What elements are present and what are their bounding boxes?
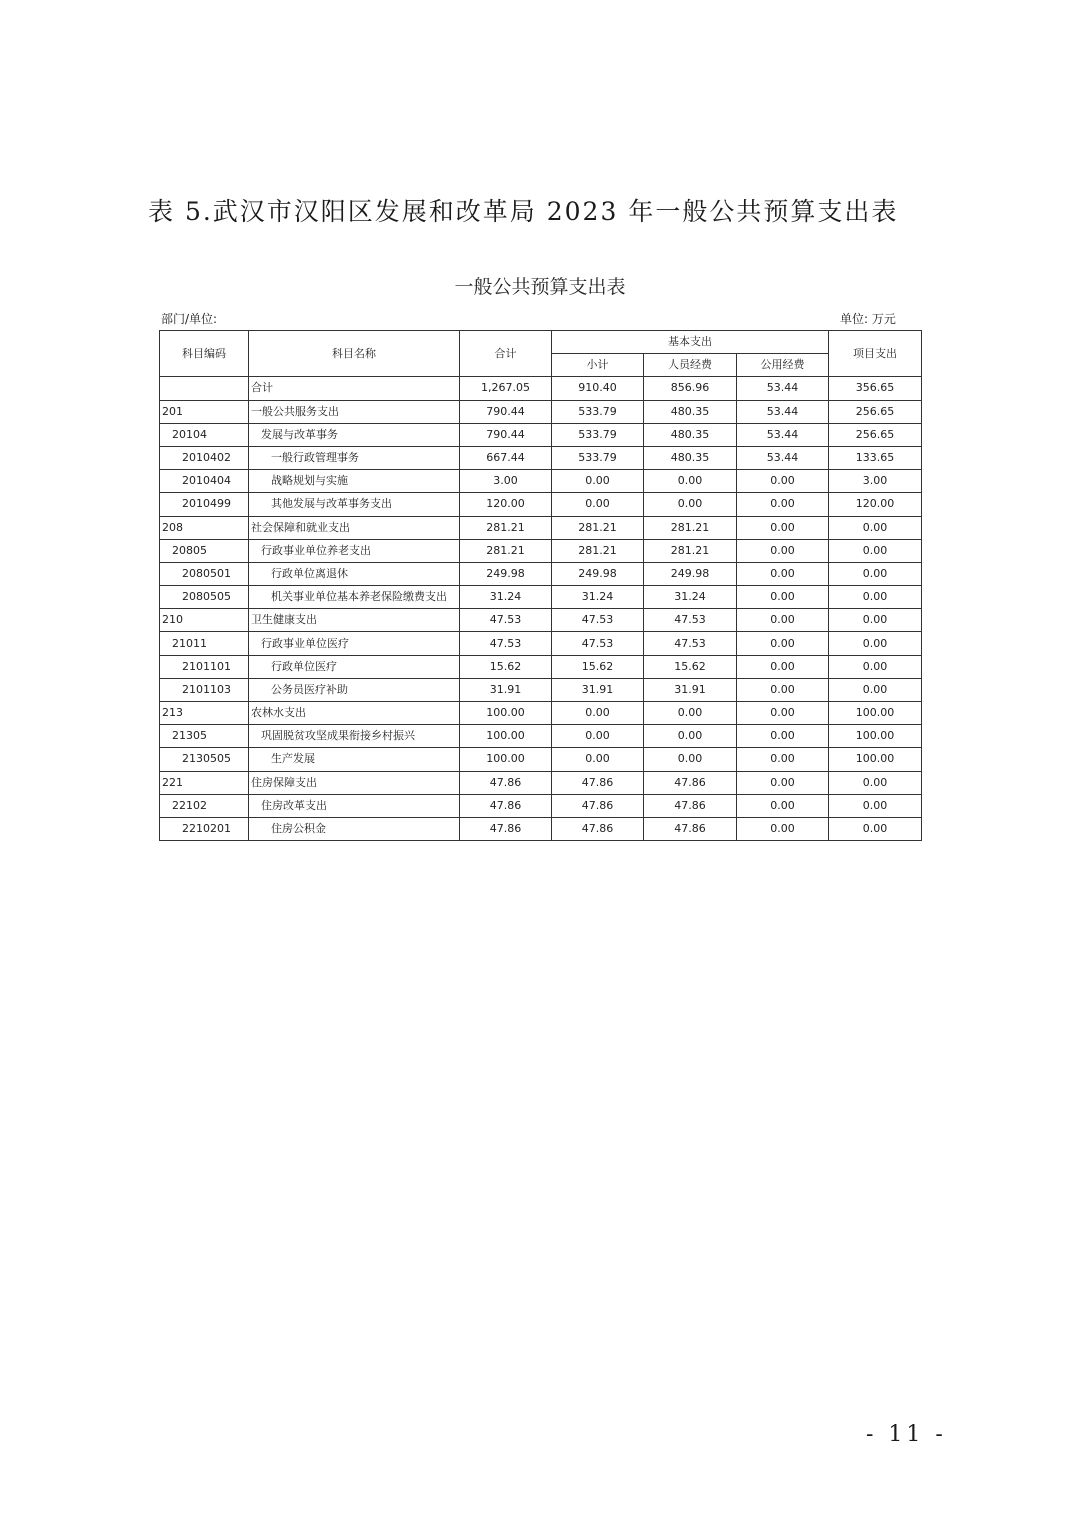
cell-name: 合计 — [249, 377, 460, 400]
cell-name: 行政事业单位医疗 — [249, 632, 460, 655]
cell-name: 一般公共服务支出 — [249, 400, 460, 423]
cell-project: 0.00 — [829, 678, 922, 701]
cell-code — [160, 377, 249, 400]
cell-code: 208 — [160, 516, 249, 539]
cell-public: 0.00 — [737, 794, 829, 817]
cell-project: 133.65 — [829, 446, 922, 469]
cell-subtotal: 0.00 — [552, 725, 644, 748]
cell-public: 0.00 — [737, 562, 829, 585]
cell-total: 1,267.05 — [460, 377, 552, 400]
cell-project: 0.00 — [829, 539, 922, 562]
cell-name: 住房公积金 — [249, 817, 460, 840]
cell-total: 790.44 — [460, 400, 552, 423]
cell-subtotal: 0.00 — [552, 493, 644, 516]
cell-name: 发展与改革事务 — [249, 423, 460, 446]
table-title: 一般公共预算支出表 — [454, 276, 626, 298]
cell-name: 巩固脱贫攻坚成果衔接乡村振兴 — [249, 725, 460, 748]
header-public: 公用经费 — [737, 354, 829, 377]
cell-subtotal: 533.79 — [552, 446, 644, 469]
cell-name: 卫生健康支出 — [249, 609, 460, 632]
cell-project: 256.65 — [829, 400, 922, 423]
cell-personnel: 15.62 — [644, 655, 737, 678]
cell-code: 21305 — [160, 725, 249, 748]
document-title: 表 5.武汉市汉阳区发展和改革局 2023 年一般公共预算支出表 — [148, 197, 899, 226]
cell-personnel: 47.86 — [644, 817, 737, 840]
cell-code: 20104 — [160, 423, 249, 446]
table-body — [160, 377, 922, 841]
cell-total: 281.21 — [460, 516, 552, 539]
cell-subtotal: 47.53 — [552, 609, 644, 632]
cell-personnel: 47.53 — [644, 609, 737, 632]
cell-project: 356.65 — [829, 377, 922, 400]
table-row — [160, 771, 922, 794]
cell-personnel: 249.98 — [644, 562, 737, 585]
cell-personnel: 0.00 — [644, 493, 737, 516]
cell-subtotal: 910.40 — [552, 377, 644, 400]
cell-subtotal: 0.00 — [552, 748, 644, 771]
cell-public: 0.00 — [737, 632, 829, 655]
cell-code: 2130505 — [160, 748, 249, 771]
header-subtotal: 小计 — [552, 354, 644, 377]
department-label: 部门/单位: — [161, 312, 218, 326]
cell-name: 住房保障支出 — [249, 771, 460, 794]
header-total: 合计 — [460, 331, 552, 377]
cell-total: 120.00 — [460, 493, 552, 516]
cell-public: 0.00 — [737, 817, 829, 840]
table-row — [160, 702, 922, 725]
cell-project: 0.00 — [829, 562, 922, 585]
cell-project: 100.00 — [829, 748, 922, 771]
cell-personnel: 31.91 — [644, 678, 737, 701]
cell-public: 0.00 — [737, 655, 829, 678]
table-row — [160, 446, 922, 469]
page-number: - 11 - — [866, 1422, 947, 1447]
cell-personnel: 856.96 — [644, 377, 737, 400]
cell-total: 100.00 — [460, 702, 552, 725]
cell-code: 221 — [160, 771, 249, 794]
cell-personnel: 480.35 — [644, 400, 737, 423]
cell-public: 0.00 — [737, 539, 829, 562]
cell-subtotal: 47.86 — [552, 794, 644, 817]
cell-name: 行政事业单位养老支出 — [249, 539, 460, 562]
cell-code: 213 — [160, 702, 249, 725]
cell-code: 2080505 — [160, 586, 249, 609]
cell-code: 2210201 — [160, 817, 249, 840]
cell-code: 210 — [160, 609, 249, 632]
cell-name: 行政单位离退休 — [249, 562, 460, 585]
cell-personnel: 47.86 — [644, 794, 737, 817]
cell-project: 0.00 — [829, 817, 922, 840]
cell-project: 0.00 — [829, 655, 922, 678]
cell-project: 100.00 — [829, 725, 922, 748]
cell-total: 31.24 — [460, 586, 552, 609]
cell-public: 0.00 — [737, 516, 829, 539]
cell-public: 0.00 — [737, 609, 829, 632]
cell-total: 47.86 — [460, 817, 552, 840]
cell-subtotal: 47.86 — [552, 817, 644, 840]
cell-name: 机关事业单位基本养老保险缴费支出 — [249, 586, 460, 609]
cell-project: 0.00 — [829, 516, 922, 539]
table-row — [160, 609, 922, 632]
cell-subtotal: 31.91 — [552, 678, 644, 701]
cell-subtotal: 533.79 — [552, 400, 644, 423]
table-row — [160, 794, 922, 817]
cell-name: 行政单位医疗 — [249, 655, 460, 678]
cell-code: 201 — [160, 400, 249, 423]
cell-personnel: 47.86 — [644, 771, 737, 794]
cell-personnel: 0.00 — [644, 470, 737, 493]
header-name: 科目名称 — [249, 331, 460, 377]
cell-total: 47.86 — [460, 794, 552, 817]
cell-project: 0.00 — [829, 632, 922, 655]
cell-project: 120.00 — [829, 493, 922, 516]
table-row — [160, 655, 922, 678]
cell-personnel: 480.35 — [644, 423, 737, 446]
table-row — [160, 678, 922, 701]
cell-name: 一般行政管理事务 — [249, 446, 460, 469]
cell-public: 0.00 — [737, 470, 829, 493]
cell-public: 0.00 — [737, 725, 829, 748]
cell-subtotal: 281.21 — [552, 539, 644, 562]
cell-project: 256.65 — [829, 423, 922, 446]
cell-name: 其他发展与改革事务支出 — [249, 493, 460, 516]
header-basic: 基本支出 — [552, 331, 829, 354]
cell-code: 2101103 — [160, 678, 249, 701]
cell-total: 47.53 — [460, 632, 552, 655]
table-row — [160, 423, 922, 446]
header-personnel: 人员经费 — [644, 354, 737, 377]
cell-project: 0.00 — [829, 794, 922, 817]
cell-name: 农林水支出 — [249, 702, 460, 725]
cell-public: 53.44 — [737, 400, 829, 423]
budget-table — [159, 330, 922, 841]
cell-public: 0.00 — [737, 678, 829, 701]
cell-public: 0.00 — [737, 771, 829, 794]
header-code: 科目编码 — [160, 331, 249, 377]
cell-public: 53.44 — [737, 423, 829, 446]
cell-total: 31.91 — [460, 678, 552, 701]
cell-project: 0.00 — [829, 771, 922, 794]
cell-subtotal: 281.21 — [552, 516, 644, 539]
cell-code: 2010499 — [160, 493, 249, 516]
cell-project: 0.00 — [829, 609, 922, 632]
table-row — [160, 377, 922, 400]
cell-subtotal: 533.79 — [552, 423, 644, 446]
cell-code: 2101101 — [160, 655, 249, 678]
cell-total: 790.44 — [460, 423, 552, 446]
table-row — [160, 748, 922, 771]
header-project: 项目支出 — [829, 331, 922, 377]
cell-personnel: 480.35 — [644, 446, 737, 469]
cell-name: 生产发展 — [249, 748, 460, 771]
cell-code: 21011 — [160, 632, 249, 655]
cell-subtotal: 0.00 — [552, 470, 644, 493]
cell-personnel: 0.00 — [644, 725, 737, 748]
cell-total: 47.53 — [460, 609, 552, 632]
table-row — [160, 539, 922, 562]
cell-personnel: 0.00 — [644, 702, 737, 725]
cell-total: 100.00 — [460, 725, 552, 748]
cell-personnel: 47.53 — [644, 632, 737, 655]
cell-total: 15.62 — [460, 655, 552, 678]
table-row — [160, 562, 922, 585]
cell-total: 47.86 — [460, 771, 552, 794]
cell-public: 0.00 — [737, 586, 829, 609]
cell-name: 战略规划与实施 — [249, 470, 460, 493]
unit-label: 单位: 万元 — [840, 312, 896, 326]
cell-personnel: 281.21 — [644, 516, 737, 539]
cell-total: 667.44 — [460, 446, 552, 469]
cell-project: 100.00 — [829, 702, 922, 725]
cell-public: 53.44 — [737, 377, 829, 400]
table-row — [160, 725, 922, 748]
cell-public: 0.00 — [737, 493, 829, 516]
cell-code: 22102 — [160, 794, 249, 817]
cell-name: 公务员医疗补助 — [249, 678, 460, 701]
cell-total: 249.98 — [460, 562, 552, 585]
table-header-row — [160, 331, 922, 354]
cell-public: 0.00 — [737, 702, 829, 725]
cell-public: 53.44 — [737, 446, 829, 469]
table-row — [160, 470, 922, 493]
cell-total: 281.21 — [460, 539, 552, 562]
cell-subtotal: 15.62 — [552, 655, 644, 678]
cell-name: 住房改革支出 — [249, 794, 460, 817]
cell-code: 2010404 — [160, 470, 249, 493]
cell-total: 100.00 — [460, 748, 552, 771]
cell-subtotal: 249.98 — [552, 562, 644, 585]
table-row — [160, 817, 922, 840]
table-row — [160, 400, 922, 423]
cell-code: 20805 — [160, 539, 249, 562]
table-row — [160, 586, 922, 609]
cell-code: 2080501 — [160, 562, 249, 585]
cell-subtotal: 0.00 — [552, 702, 644, 725]
table-row — [160, 632, 922, 655]
table-row — [160, 493, 922, 516]
cell-subtotal: 47.86 — [552, 771, 644, 794]
cell-project: 0.00 — [829, 586, 922, 609]
cell-personnel: 31.24 — [644, 586, 737, 609]
cell-name: 社会保障和就业支出 — [249, 516, 460, 539]
table-row — [160, 516, 922, 539]
cell-personnel: 281.21 — [644, 539, 737, 562]
cell-subtotal: 31.24 — [552, 586, 644, 609]
cell-personnel: 0.00 — [644, 748, 737, 771]
cell-public: 0.00 — [737, 748, 829, 771]
cell-project: 3.00 — [829, 470, 922, 493]
cell-subtotal: 47.53 — [552, 632, 644, 655]
cell-total: 3.00 — [460, 470, 552, 493]
cell-code: 2010402 — [160, 446, 249, 469]
